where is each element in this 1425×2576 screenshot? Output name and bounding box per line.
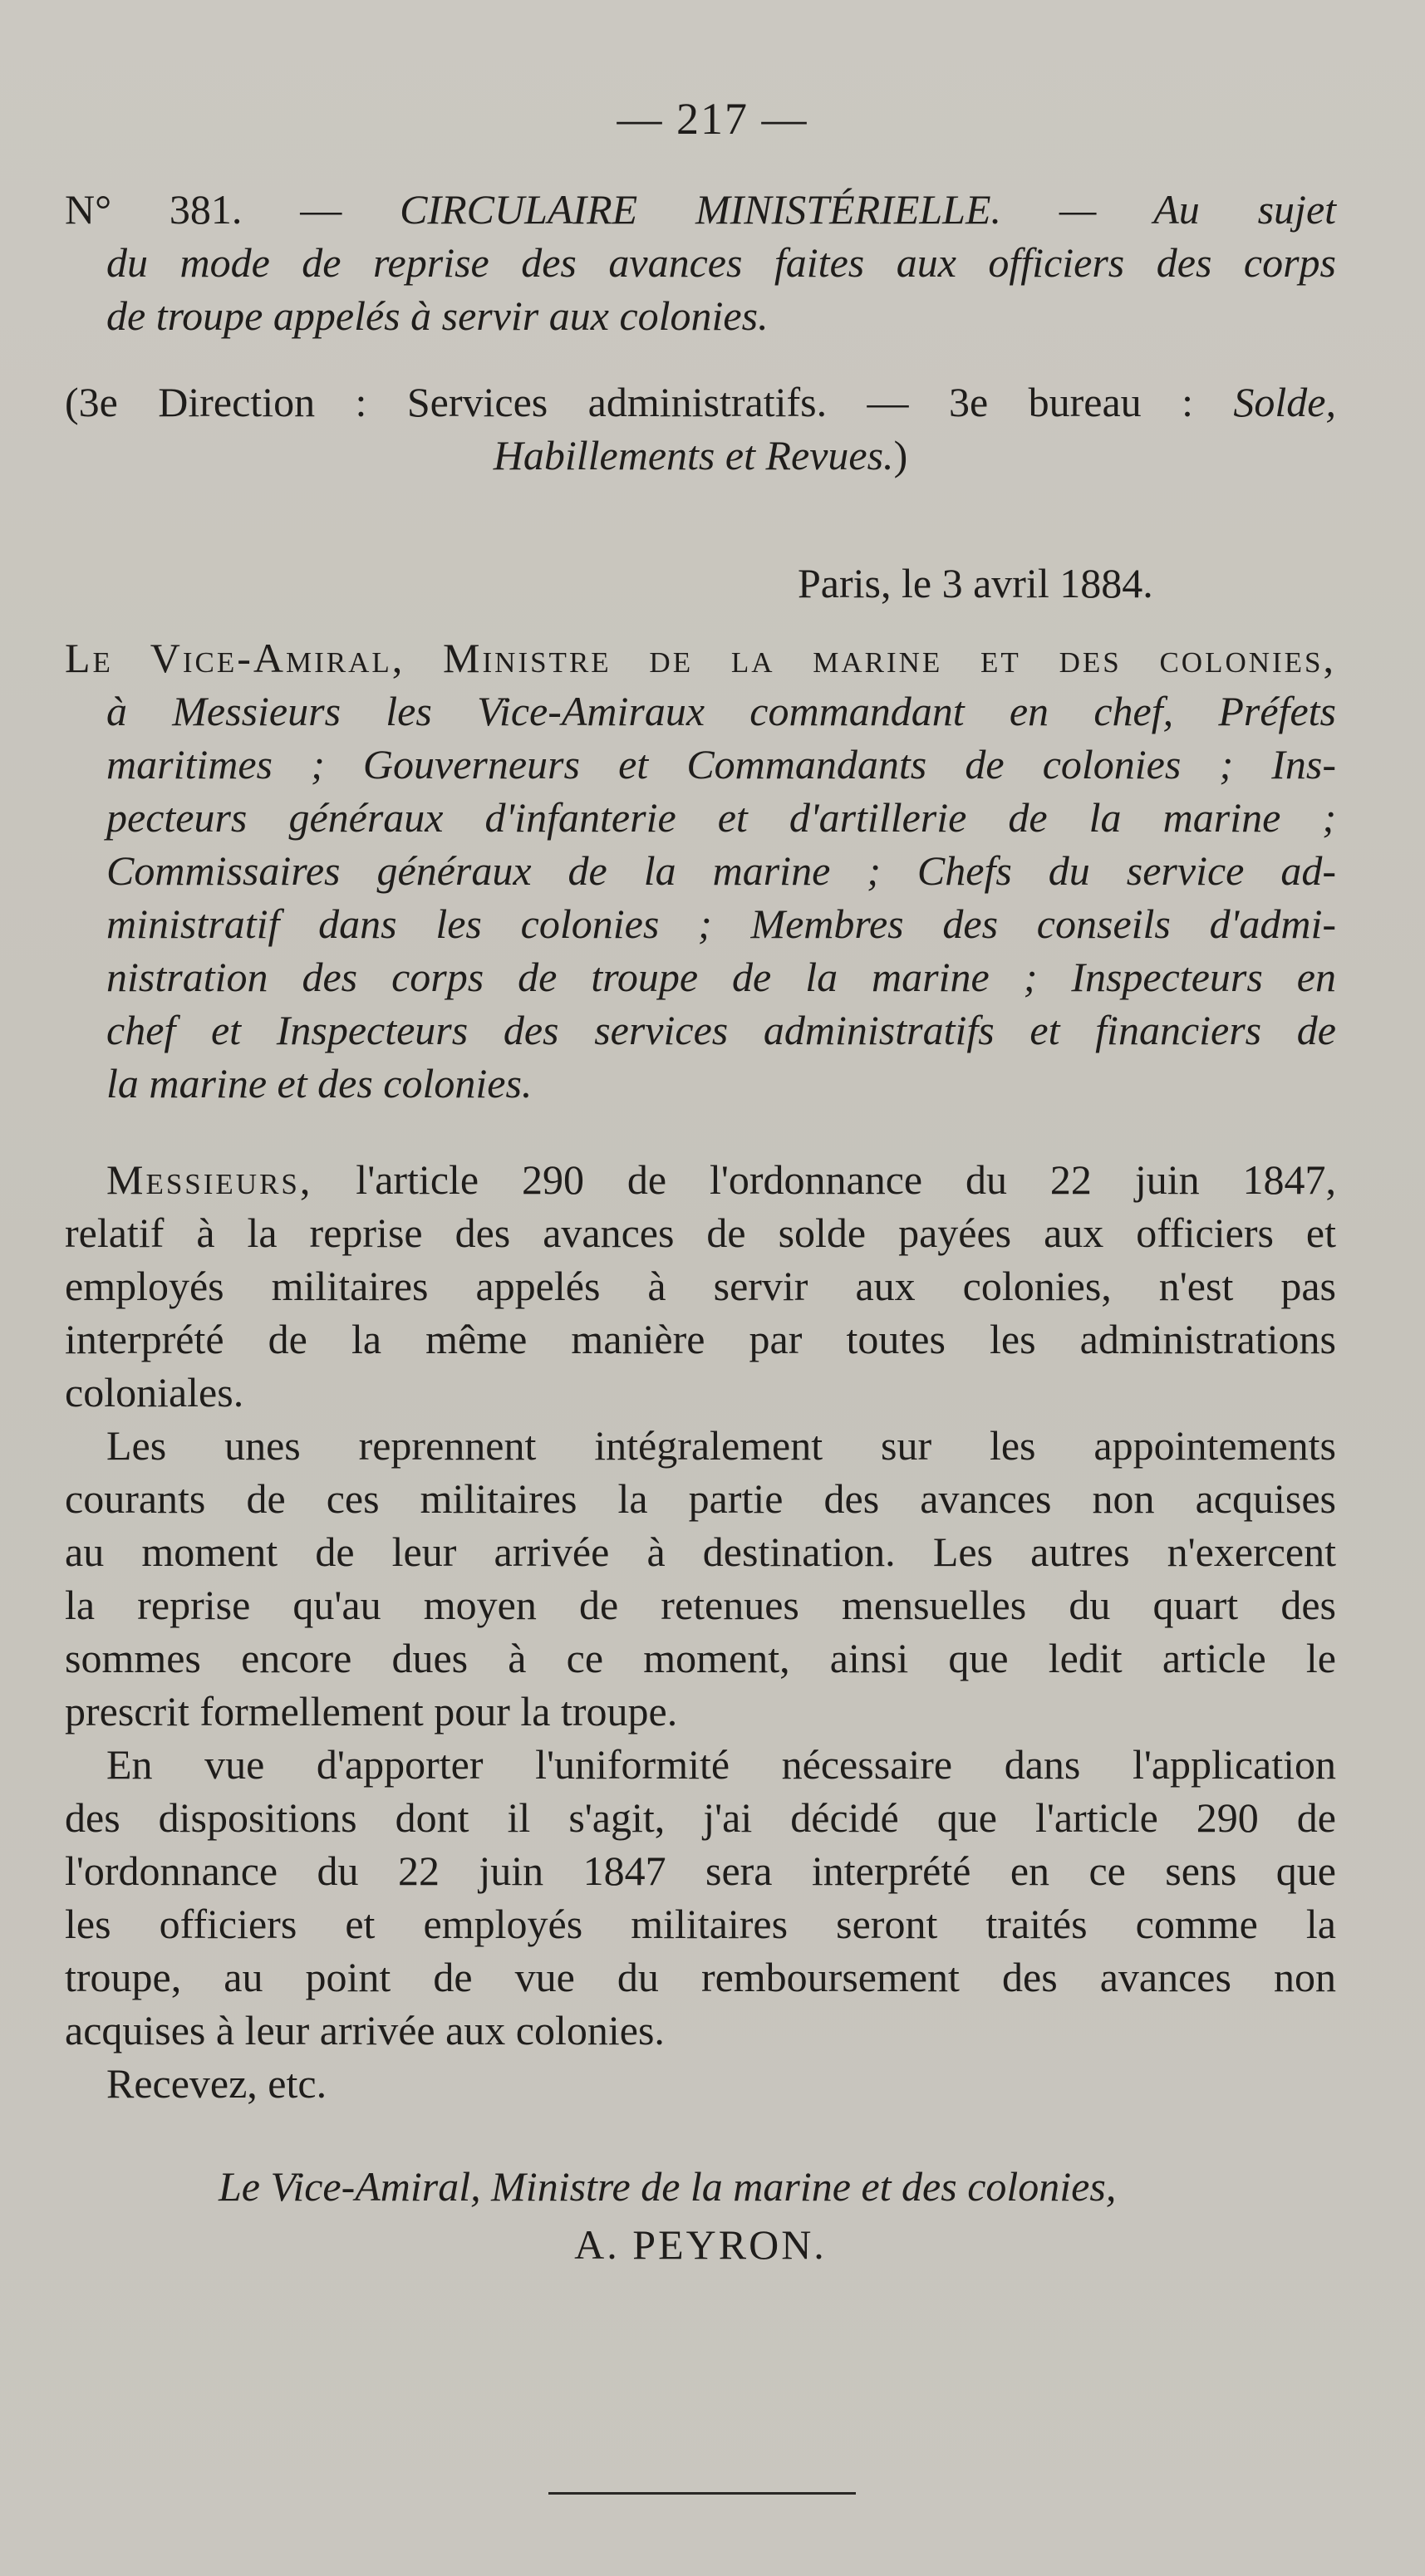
heading-line-3: de troupe appelés à servir aux colonies. [106, 292, 769, 339]
signatory-name: A. PEYRON. [574, 2221, 827, 2268]
letter-body [65, 1153, 1336, 2110]
signature-block [65, 2160, 1336, 2271]
heading-line-2: du mode de reprise des avances faites aux officiers des corps [106, 239, 1336, 286]
circular-heading [65, 183, 1336, 342]
address-last-line: la marine et des colonies. [106, 1060, 533, 1106]
paragraph-1-last-line: coloniales. [65, 1369, 244, 1416]
circular-number: N° 381. [65, 186, 243, 233]
dateline: Paris, le 3 avril 1884. [798, 560, 1153, 606]
paragraph-2-line: la reprise qu'au moyen de retenues mensuelles du quart des [65, 1582, 1336, 1628]
page-number: — 217 — [617, 94, 808, 144]
paragraph-3-last-line: acquises à leur arrivée aux colonies. [65, 2007, 665, 2053]
direction-text: (3e Direction : Services administratifs. — 3e bureau : [65, 379, 1193, 425]
direction-line-2 [65, 429, 1336, 482]
address-block [65, 631, 1336, 1110]
paragraph-1-line: employés militaires appelés à servir aux colonies, n'est pas [65, 1263, 1336, 1309]
direction-solde: Solde, [1233, 379, 1336, 425]
paragraph-2-last-line: prescrit formellement pour la troupe. [65, 1688, 678, 1735]
paragraph-2-line: Les unes reprennent intégralement sur les appointements [106, 1422, 1336, 1469]
paragraph-1-line: relatif à la reprise des avances de solde payées aux officiers et [65, 1209, 1336, 1256]
paragraph-3-line: des dispositions dont il s'agit, j'ai décidé que l'article 290 de [65, 1794, 1336, 1841]
direction-habillements: Habillements et Revues. [493, 432, 894, 478]
address-line: à Messieurs les Vice-Amiraux commandant en chef, Préfets [106, 688, 1336, 734]
address-line: ministratif dans les colonies ; Membres des conseils d'admi- [106, 900, 1336, 947]
paragraph-3-line: troupe, au point de vue du remboursement des avances non [65, 1954, 1336, 2000]
circular-subject-intro: — Au sujet [1059, 186, 1337, 233]
direction-block [65, 375, 1336, 482]
paragraph-1-line: interprété de la même manière par toutes les administrations [65, 1316, 1336, 1362]
paragraph-2-line: courants de ces militaires la partie des avances non acquises [65, 1475, 1336, 1522]
address-line: pecteurs généraux d'infanterie et d'artillerie de la marine ; [106, 794, 1336, 841]
circular-title: CIRCULAIRE MINISTÉRIELLE. [400, 186, 1002, 233]
paragraph-3-line: En vue d'apporter l'uniformité nécessaire dans l'application [106, 1741, 1336, 1788]
direction-line-1 [65, 375, 1336, 429]
paragraph-2-line: sommes encore dues à ce moment, ainsi que ledit article le [65, 1635, 1336, 1681]
heading-dash: — [300, 186, 342, 233]
address-line: nistration des corps de troupe de la marine ; Inspecteurs en [106, 954, 1336, 1000]
paragraph-3-line: les officiers et employés militaires seront traités comme la [65, 1901, 1336, 1947]
address-line: maritimes ; Gouverneurs et Commandants de colonies ; Ins- [106, 741, 1336, 788]
signatory-title: Le Vice-Amiral, Ministre de la marine et des colonies, [219, 2163, 1117, 2210]
direction-close-paren: ) [893, 432, 908, 478]
address-line: chef et Inspecteurs des services administratifs et financiers de [106, 1007, 1336, 1053]
address-line: Commissaires généraux de la marine ; Chefs du service ad- [106, 847, 1336, 894]
paragraph-2-line: au moment de leur arrivée à destination. Les autres n'exercent [65, 1528, 1336, 1575]
paragraph-1-first-line [65, 1153, 1336, 1206]
paragraph-1-opening: l'article 290 de l'ordonnance du 22 juin 1847, [356, 1156, 1337, 1203]
heading-line-1 [65, 183, 1336, 236]
address-sender: Le Vice-Amiral, Ministre de la marine et des colonies, [65, 635, 1336, 681]
closing-formula: Recevez, etc. [106, 2060, 327, 2107]
salutation: Messieurs, [106, 1156, 313, 1203]
closing-rule [548, 2492, 856, 2495]
paragraph-3-line: l'ordonnance du 22 juin 1847 sera interprété en ce sens que [65, 1847, 1336, 1894]
